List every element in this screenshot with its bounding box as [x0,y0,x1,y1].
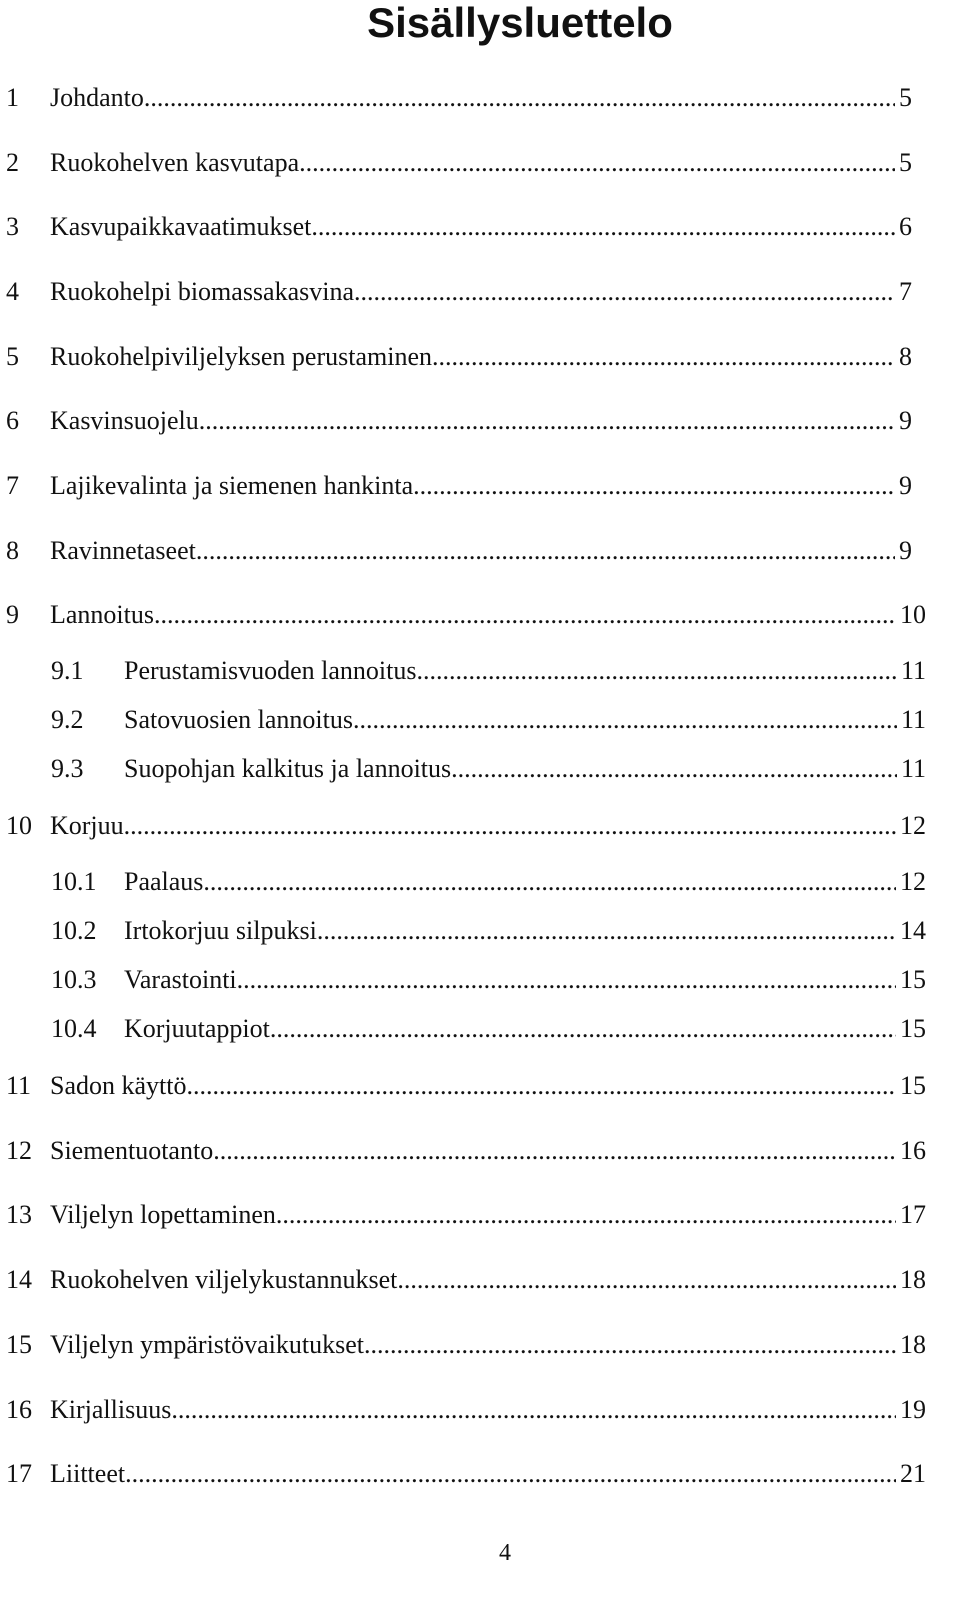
toc-entry-title: Varastointi [124,965,237,994]
toc-entry-number: 10 [6,811,32,840]
toc-entry-page: 10 [900,600,926,629]
dot-leader [171,1393,896,1427]
toc-entry-title: Satovuosien lannoitus [124,705,353,734]
toc-entry-number: 10.2 [51,916,97,945]
page-title: Sisällysluettelo [367,0,673,46]
toc-entry-number: 9.3 [51,754,84,783]
toc-entry-page: 5 [899,83,912,112]
toc-subentry[interactable] [0,963,960,997]
toc-entry[interactable] [0,275,960,309]
dot-leader [237,963,896,997]
toc-entry[interactable] [0,534,960,568]
toc-entry-page: 9 [899,536,912,565]
toc-entry-page: 11 [900,754,926,783]
toc-entry[interactable] [0,469,960,503]
dot-leader [199,404,895,438]
toc-entry-page: 5 [899,148,912,177]
toc-entry-number: 10.3 [51,965,97,994]
dot-leader [364,1328,896,1362]
toc-entry-number: 16 [6,1395,32,1424]
toc-entry-title: Ruokohelpi biomassakasvina [50,277,355,306]
toc-entry-title: Siementuotanto [50,1136,214,1165]
toc-entry[interactable] [0,1134,960,1168]
toc-entry-title: Perustamisvuoden lannoitus [124,656,417,685]
toc-entry-number: 5 [6,342,19,371]
toc-entry-number: 9.2 [51,705,84,734]
dot-leader [154,598,896,632]
toc-entry-title: Lannoitus [50,600,154,629]
toc-entry[interactable] [0,146,960,180]
toc-entry-title: Suopohjan kalkitus ja lannoitus [124,754,452,783]
toc-entry[interactable] [0,81,960,115]
dot-leader [203,865,896,899]
toc-entry[interactable] [0,1328,960,1362]
toc-entry-title: Ravinnetaseet [50,536,196,565]
dot-leader [317,914,896,948]
dot-leader [124,809,896,843]
toc-entry-number: 15 [6,1330,32,1359]
toc-entry-number: 4 [6,277,19,306]
toc-entry-title: Korjuutappiot [124,1014,270,1043]
toc-entry-number: 9 [6,600,19,629]
toc-subentry[interactable] [0,654,960,688]
toc-entry-title: Johdanto [50,83,144,112]
toc-entry-title: Lajikevalinta ja siemenen hankinta [50,471,414,500]
toc-entry[interactable] [0,809,960,843]
page-number: 4 [499,1540,511,1566]
toc-entry[interactable] [0,340,960,374]
dot-leader [311,210,895,244]
toc-entry-page: 9 [899,471,912,500]
toc-entry-page: 18 [900,1265,926,1294]
toc-entry-number: 8 [6,536,19,565]
toc-entry-title: Liitteet [50,1459,126,1488]
dot-leader [144,81,895,115]
dot-leader [353,703,897,737]
toc-entry-number: 9.1 [51,656,84,685]
dot-leader [125,1457,896,1491]
toc-entry-page: 15 [900,965,926,994]
dot-leader [187,1069,897,1103]
toc-entry-title: Paalaus [124,867,204,896]
toc-entry-title: Kirjallisuus [50,1395,172,1424]
toc-entry-page: 14 [900,916,926,945]
toc-entry-number: 13 [6,1200,32,1229]
toc-entry-title: Viljelyn ympäristövaikutukset [50,1330,365,1359]
toc-entry-title: Kasvupaikkavaatimukset [50,212,312,241]
toc-entry-page: 21 [900,1459,926,1488]
toc-entry-title: Korjuu [50,811,124,840]
dot-leader [432,340,895,374]
toc-entry-page: 19 [900,1395,926,1424]
toc-entry-title: Ruokohelpiviljelyksen perustaminen [50,342,432,371]
toc-entry-number: 1 [6,83,19,112]
toc-entry-page: 16 [900,1136,926,1165]
toc-entry[interactable] [0,1457,960,1491]
toc-entry[interactable] [0,404,960,438]
dot-leader [213,1134,896,1168]
toc-entry-page: 15 [900,1071,926,1100]
toc-entry-number: 10.4 [51,1014,97,1043]
toc-entry[interactable] [0,598,960,632]
toc-entry[interactable] [0,1198,960,1232]
toc-entry-page: 18 [900,1330,926,1359]
dot-leader [397,1263,896,1297]
dot-leader [451,752,897,786]
toc-entry-page: 7 [899,277,912,306]
toc-entry-number: 14 [6,1265,32,1294]
toc-entry[interactable] [0,1393,960,1427]
toc-entry-page: 8 [899,342,912,371]
toc-entry-number: 6 [6,406,19,435]
dot-leader [416,654,896,688]
toc-subentry[interactable] [0,914,960,948]
toc-entry-page: 11 [900,705,926,734]
toc-entry-title: Viljelyn lopettaminen [50,1200,276,1229]
toc-subentry[interactable] [0,752,960,786]
toc-entry-number: 3 [6,212,19,241]
toc-entry-number: 11 [6,1071,32,1100]
dot-leader [276,1198,896,1232]
dot-leader [270,1012,896,1046]
toc-entry[interactable] [0,1263,960,1297]
toc-entry-page: 15 [900,1014,926,1043]
toc-entry-number: 10.1 [51,867,97,896]
dot-leader [196,534,895,568]
toc-entry-title: Irtokorjuu silpuksi [124,916,317,945]
toc-subentry[interactable] [0,865,960,899]
toc-entry-page: 9 [899,406,912,435]
toc-entry-number: 7 [6,471,19,500]
toc-subentry[interactable] [0,703,960,737]
toc-entry-number: 12 [6,1136,32,1165]
toc-entry-page: 12 [900,867,926,896]
toc-subentry[interactable] [0,1012,960,1046]
toc-entry[interactable] [0,210,960,244]
toc-entry-title: Kasvinsuojelu [50,406,199,435]
toc-entry-title: Ruokohelven kasvutapa [50,148,300,177]
toc-entry-title: Sadon käyttö [50,1071,187,1100]
toc-entry-page: 12 [900,811,926,840]
toc-entry-number: 2 [6,148,19,177]
dot-leader [354,275,895,309]
dot-leader [413,469,895,503]
toc-entry-page: 11 [900,656,926,685]
toc-entry-title: Ruokohelven viljelykustannukset [50,1265,398,1294]
toc-entry-number: 17 [6,1459,32,1488]
dot-leader [299,146,895,180]
toc-entry[interactable] [0,1069,960,1103]
toc-entry-page: 6 [899,212,912,241]
toc-entry-page: 17 [900,1200,926,1229]
